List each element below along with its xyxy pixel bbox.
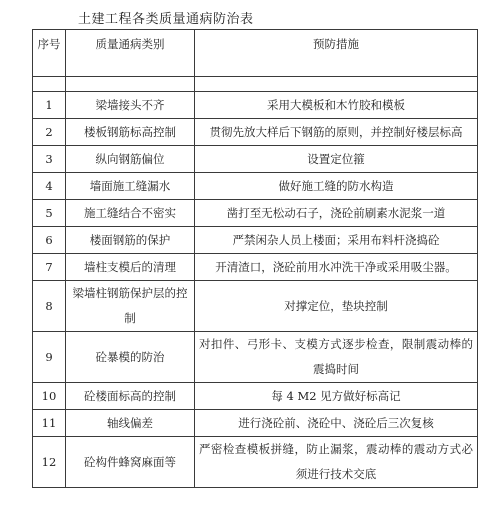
row-number: 5 bbox=[33, 200, 66, 227]
prevention-measure: 设置定位箍 bbox=[195, 146, 478, 173]
table-row bbox=[33, 410, 478, 437]
table-row bbox=[33, 254, 478, 281]
defect-type: 砼构件蜂窝麻面等 bbox=[66, 437, 195, 488]
quality-defect-table bbox=[32, 29, 478, 488]
spacer-cell bbox=[66, 77, 195, 92]
defect-type: 梁墙接头不齐 bbox=[66, 92, 195, 119]
table-header-row bbox=[33, 30, 478, 77]
table-row bbox=[33, 119, 478, 146]
prevention-measure: 采用大模板和木竹胶和模板 bbox=[195, 92, 478, 119]
row-number: 6 bbox=[33, 227, 66, 254]
row-number: 2 bbox=[33, 119, 66, 146]
prevention-measure: 贯彻先放大样后下钢筋的原则，并控制好楼层标高 bbox=[195, 119, 478, 146]
header-defect-type: 质量通病类别 bbox=[66, 30, 195, 77]
row-number: 12 bbox=[33, 437, 66, 488]
table-row bbox=[33, 437, 478, 488]
defect-type: 楼板钢筋标高控制 bbox=[66, 119, 195, 146]
table-row bbox=[33, 92, 478, 119]
prevention-measure: 开清渣口，浇砼前用水冲洗干净或采用吸尘器。 bbox=[195, 254, 478, 281]
row-number: 10 bbox=[33, 383, 66, 410]
table-row bbox=[33, 173, 478, 200]
prevention-measure: 严禁闲杂人员上楼面；采用布料杆浇捣砼 bbox=[195, 227, 478, 254]
defect-type: 砼楼面标高的控制 bbox=[66, 383, 195, 410]
header-number: 序号 bbox=[33, 30, 66, 77]
table-row bbox=[33, 281, 478, 332]
defect-type: 纵向钢筋偏位 bbox=[66, 146, 195, 173]
row-number: 4 bbox=[33, 173, 66, 200]
prevention-measure: 对扣件、弓形卡、支模方式逐步检查，限制震动棒的震捣时间 bbox=[195, 332, 478, 383]
prevention-measure: 每 4 M2 见方做好标高记 bbox=[195, 383, 478, 410]
defect-type: 梁墙柱钢筋保护层的控制 bbox=[66, 281, 195, 332]
defect-type: 砼暴模的防治 bbox=[66, 332, 195, 383]
table-row bbox=[33, 227, 478, 254]
defect-type: 施工缝结合不密实 bbox=[66, 200, 195, 227]
table-row bbox=[33, 146, 478, 173]
row-number: 7 bbox=[33, 254, 66, 281]
defect-type: 轴线偏差 bbox=[66, 410, 195, 437]
document-title: 土建工程各类质量通病防治表 bbox=[78, 12, 254, 27]
prevention-measure: 做好施工缝的防水构造 bbox=[195, 173, 478, 200]
prevention-measure: 凿打至无松动石子，浇砼前刷素水泥浆一道 bbox=[195, 200, 478, 227]
defect-type: 楼面钢筋的保护 bbox=[66, 227, 195, 254]
row-number: 1 bbox=[33, 92, 66, 119]
spacer-cell bbox=[195, 77, 478, 92]
spacer-cell bbox=[33, 77, 66, 92]
table-spacer-row bbox=[33, 77, 478, 92]
row-number: 11 bbox=[33, 410, 66, 437]
header-prevention-measure: 预防措施 bbox=[195, 30, 478, 77]
defect-type: 墙柱支模后的清理 bbox=[66, 254, 195, 281]
table-row bbox=[33, 383, 478, 410]
table-row bbox=[33, 200, 478, 227]
prevention-measure: 严密检查模板拼缝，防止漏浆，震动棒的震动方式必须进行技术交底 bbox=[195, 437, 478, 488]
prevention-measure: 进行浇砼前、浇砼中、浇砼后三次复核 bbox=[195, 410, 478, 437]
row-number: 9 bbox=[33, 332, 66, 383]
defect-type: 墙面施工缝漏水 bbox=[66, 173, 195, 200]
row-number: 3 bbox=[33, 146, 66, 173]
prevention-measure: 对撑定位，垫块控制 bbox=[195, 281, 478, 332]
table-row bbox=[33, 332, 478, 383]
row-number: 8 bbox=[33, 281, 66, 332]
